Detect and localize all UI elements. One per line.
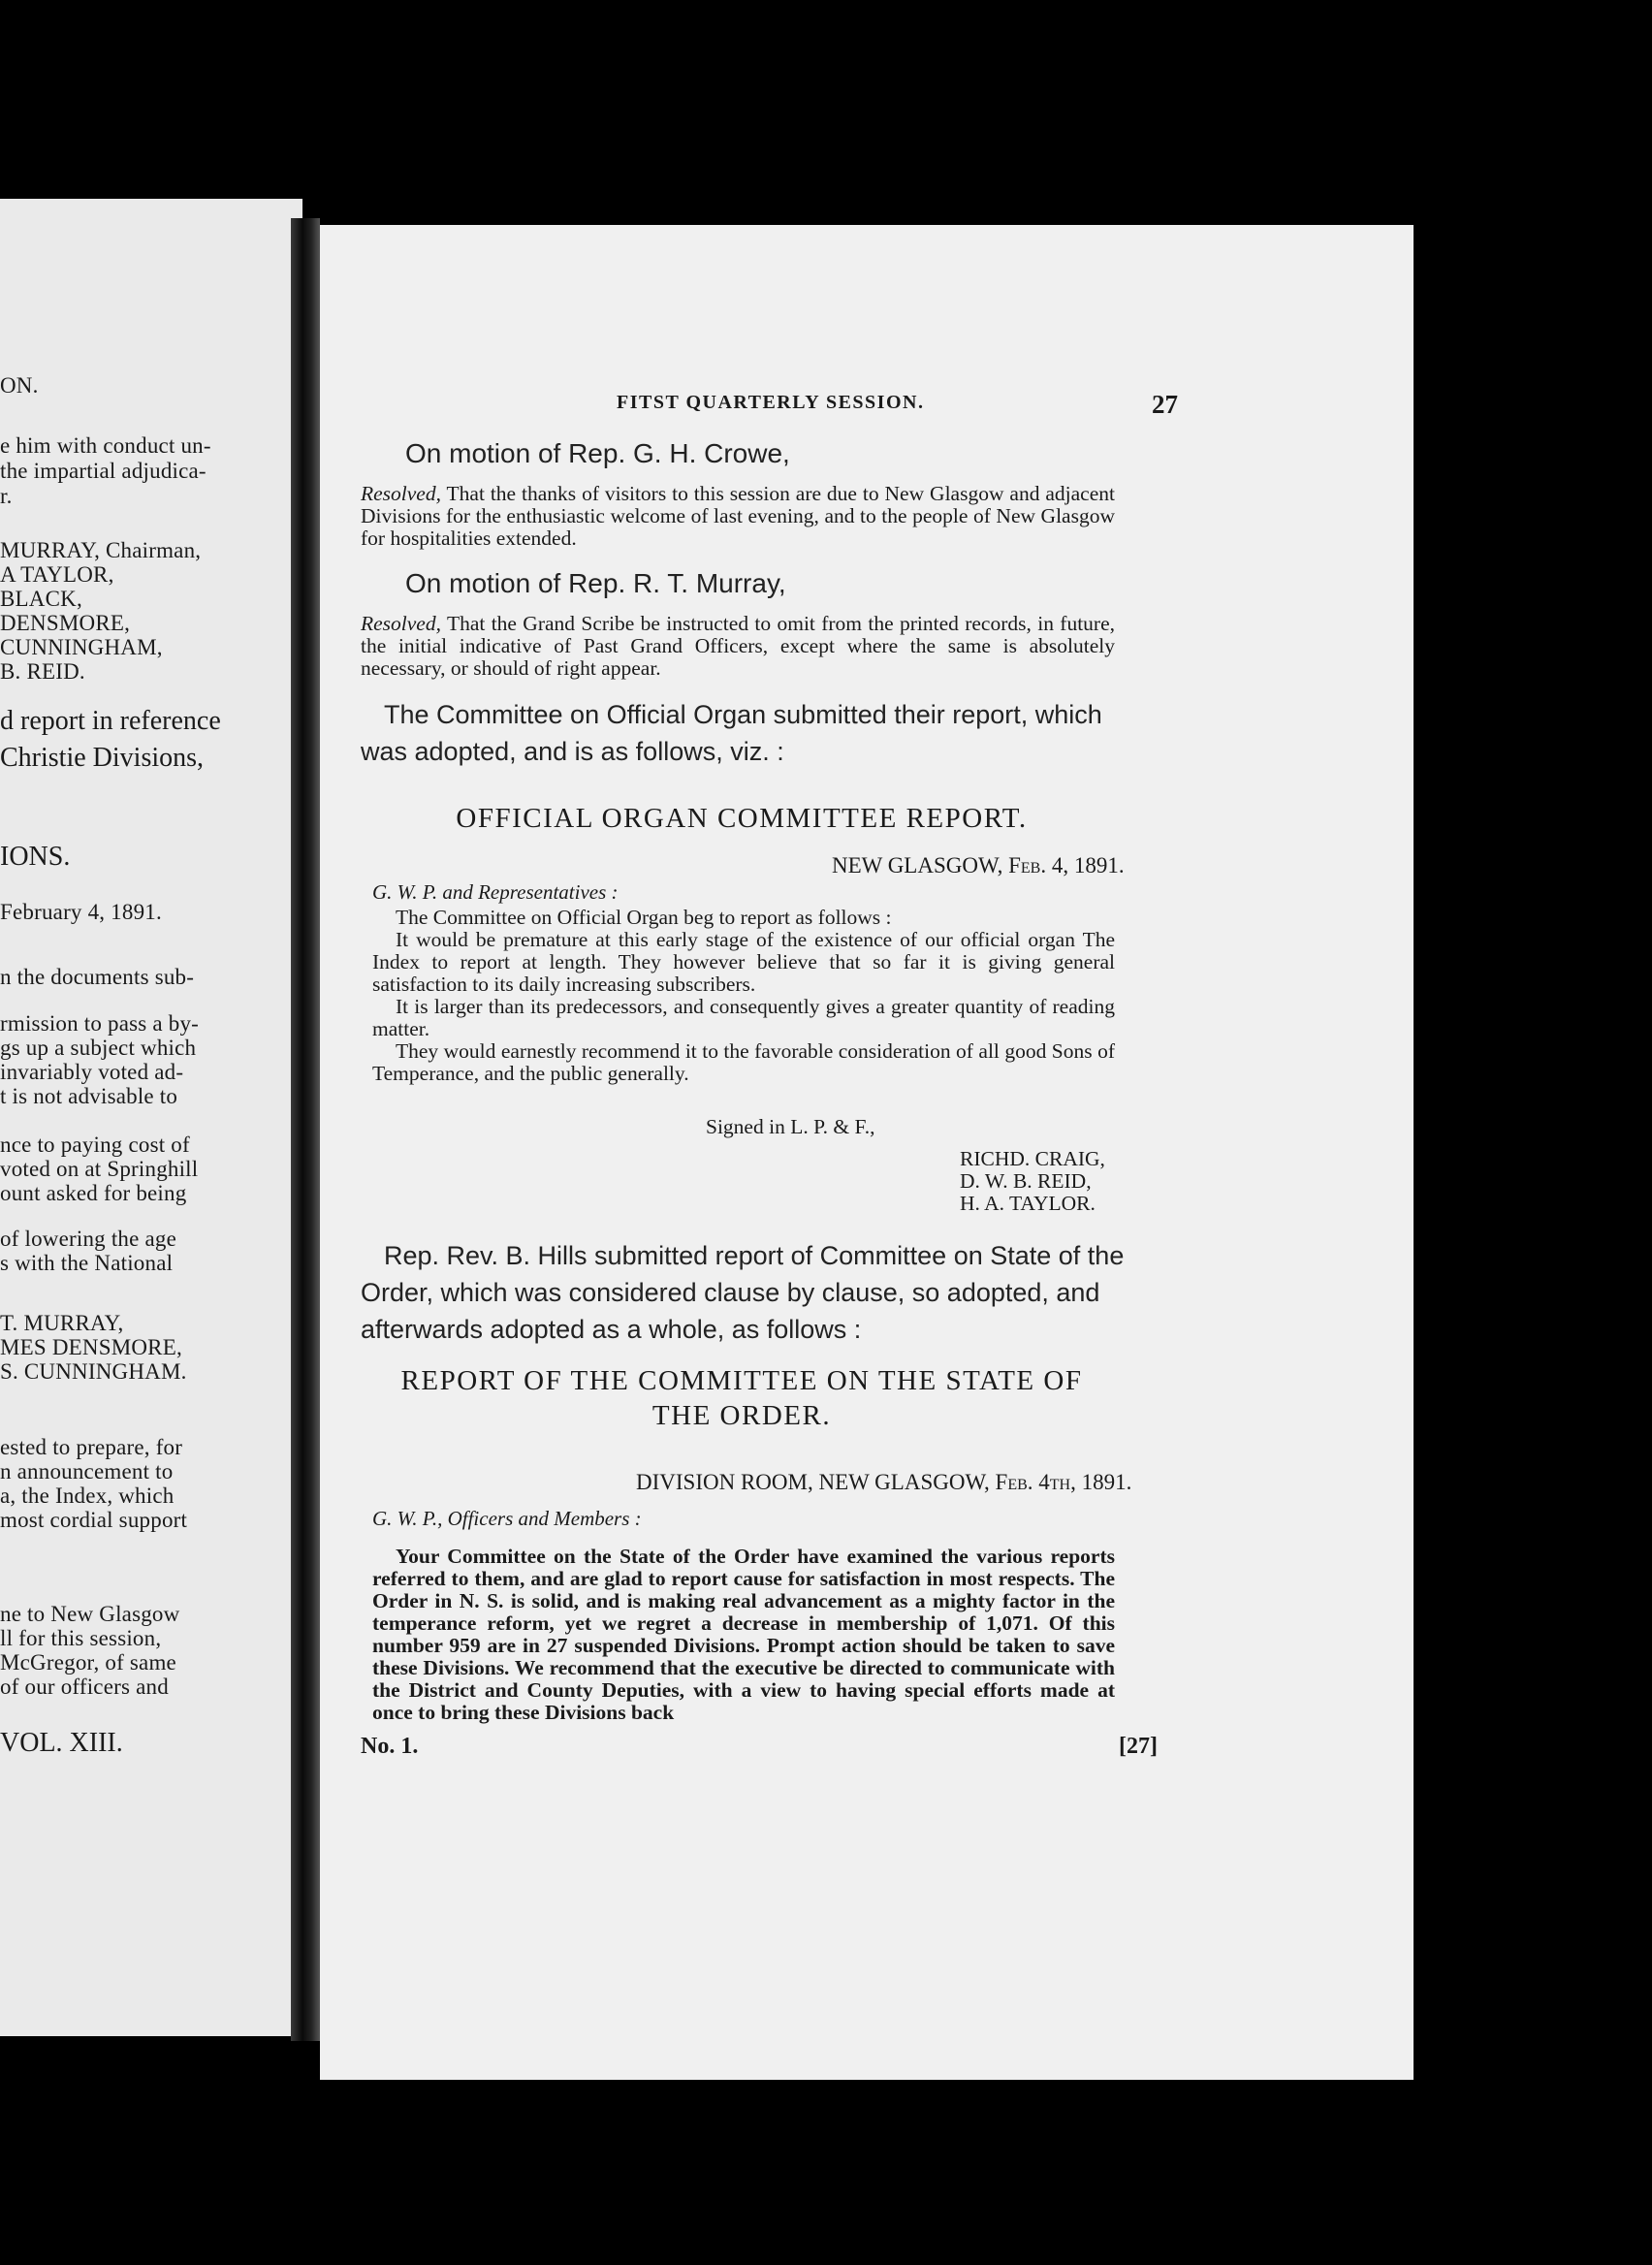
left-page-text-line: IONS. [0, 842, 71, 872]
motion-murray: On motion of Rep. R. T. Murray, [405, 568, 786, 598]
report-salutation: G. W. P., Officers and Members : [372, 1507, 642, 1530]
left-page [0, 199, 302, 2036]
left-page-text-line: VOL. XIII. [0, 1728, 123, 1758]
left-page-text-line: S. CUNNINGHAM. [0, 1359, 187, 1384]
left-page-text-line: voted on at Springhill [0, 1157, 199, 1181]
committee-intro [361, 696, 1127, 770]
report-paragraph: It would be premature at this early stage of the existence of our official organ The Index to report at length. They however believe that so far it is giving general satisfaction to its daily increasing subscribers. [372, 928, 1115, 996]
left-page-text-line: nce to paying cost of [0, 1132, 190, 1157]
report-paragraph: It is larger than its predecessors, and consequently gives a greater quantity of reading matter. [372, 995, 1115, 1040]
resolution-scribe [361, 613, 1115, 680]
left-page-text-line: ested to prepare, for [0, 1435, 183, 1459]
report-title-organ: OFFICIAL ORGAN COMMITTEE REPORT. [456, 803, 1028, 834]
left-page-text-line: ll for this session, [0, 1626, 162, 1650]
committee-intro-text: The Committee on Official Organ submitted their report, which was adopted, and is as follows, viz. : [361, 700, 1102, 766]
left-page-text-line: of our officers and [0, 1675, 169, 1699]
report-paragraph: The Committee on Official Organ beg to report as follows : [396, 906, 892, 929]
page-number: 27 [1152, 390, 1178, 419]
left-page-text-line: t is not advisable to [0, 1084, 178, 1108]
folio-mark: [27] [1119, 1734, 1158, 1759]
report-dateline: NEW GLASGOW, Feb. 4, 1891. [832, 853, 1125, 877]
resolved-text: That the Grand Scribe be instructed to omit from the printed records, in future, the initial indicative of Past Grand Officers, except where the same is absolutely necessary, or should of right appear. [361, 612, 1115, 680]
left-page-text-line: MURRAY, Chairman, [0, 538, 202, 562]
left-page-text-line: invariably voted ad- [0, 1060, 184, 1084]
report-title-state [320, 1363, 1163, 1433]
report-title-line: REPORT OF THE COMMITTEE ON THE STATE OF [400, 1365, 1083, 1396]
signatory: RICHD. CRAIG, [960, 1147, 1105, 1170]
left-page-text-line: of lowering the age [0, 1227, 176, 1251]
left-page-text-line: s with the National [0, 1251, 174, 1275]
report-paragraph: Your Committee on the State of the Order have examined the various reports referred to them, and are glad to report cause for satisfaction in most respects. The Order in N. S. is solid, and is making real advancement as a mighty factor in the temperance reform, yet we regret a decrease in membership of 1,071. Of this number 959 are in 27 suspended Divisions. Prompt action should be taken to save these Divisions. We recommend that the executive be directed to communicate with the District and County Deputies, with a view to having special efforts made at once to bring these Divisions back [372, 1545, 1115, 1724]
state-intro-text: Rep. Rev. B. Hills submitted report of Committee on State of the Order, which was considered clause by clause, so adopted, and afterwards adopted as a whole, as follows : [361, 1241, 1125, 1344]
left-page-text-line: B. REID. [0, 659, 85, 684]
left-page-text-line: most cordial support [0, 1508, 188, 1532]
left-page-text-line: T. MURRAY, [0, 1311, 124, 1335]
running-header: FITST QUARTERLY SESSION. [617, 392, 925, 413]
resolved-label: Resolved, [361, 612, 441, 635]
left-page-text-line: DENSMORE, [0, 611, 131, 635]
left-page-text-line: CUNNINGHAM, [0, 635, 163, 659]
state-intro [361, 1237, 1127, 1348]
resolved-text: That the thanks of visitors to this session are due to New Glasgow and adjacent Divisions for the enthusiastic welcome of last evening, and to the people of New Glasgow for hospitalities extended. [361, 482, 1115, 550]
left-page-text-line: n the documents sub- [0, 965, 195, 989]
left-page-text-line: ount asked for being [0, 1181, 187, 1205]
left-page-text-line: d report in reference [0, 706, 221, 736]
left-page-text-line: e him with conduct un- [0, 433, 211, 458]
left-page-text-line: A TAYLOR, [0, 562, 114, 587]
resolved-label: Resolved, [361, 482, 441, 505]
book-gutter [291, 218, 320, 2041]
left-page-text-line: the impartial adjudica- [0, 459, 206, 483]
left-page-text-line: Christie Divisions, [0, 743, 205, 773]
left-page-text-line: BLACK, [0, 587, 82, 611]
report-title-line: THE ORDER. [651, 1400, 832, 1431]
signature-mark: No. 1. [361, 1734, 419, 1759]
left-page-text-line: ne to New Glasgow [0, 1602, 180, 1626]
signatory: H. A. TAYLOR. [960, 1192, 1096, 1215]
report-salutation: G. W. P. and Representatives : [372, 880, 619, 904]
left-page-text-line: gs up a subject which [0, 1036, 197, 1060]
left-page-text-line: ON. [0, 373, 39, 398]
report-organ-body [372, 907, 1115, 1085]
signed-line: Signed in L. P. & F., [706, 1115, 875, 1138]
signatories [960, 1148, 1105, 1215]
right-page [320, 225, 1414, 2080]
left-page-text-line: r. [0, 484, 13, 508]
motion-crowe: On motion of Rep. G. H. Crowe, [405, 438, 790, 468]
left-page-text-line: February 4, 1891. [0, 900, 162, 924]
left-page-text-line: n announcement to [0, 1459, 174, 1483]
left-page-text-line: MES DENSMORE, [0, 1335, 182, 1359]
left-page-text-line: McGregor, of same [0, 1650, 176, 1675]
report-state-body [372, 1546, 1115, 1724]
signatory: D. W. B. REID, [960, 1169, 1092, 1193]
left-page-text-line: a, the Index, which [0, 1483, 175, 1508]
report-dateline: DIVISION ROOM, NEW GLASGOW, Feb. 4th, 1891. [636, 1470, 1132, 1494]
report-paragraph: They would earnestly recommend it to the favorable consideration of all good Sons of Temperance, and the public generally. [372, 1039, 1115, 1085]
resolution-thanks [361, 483, 1115, 550]
left-page-text-line: rmission to pass a by- [0, 1011, 199, 1036]
